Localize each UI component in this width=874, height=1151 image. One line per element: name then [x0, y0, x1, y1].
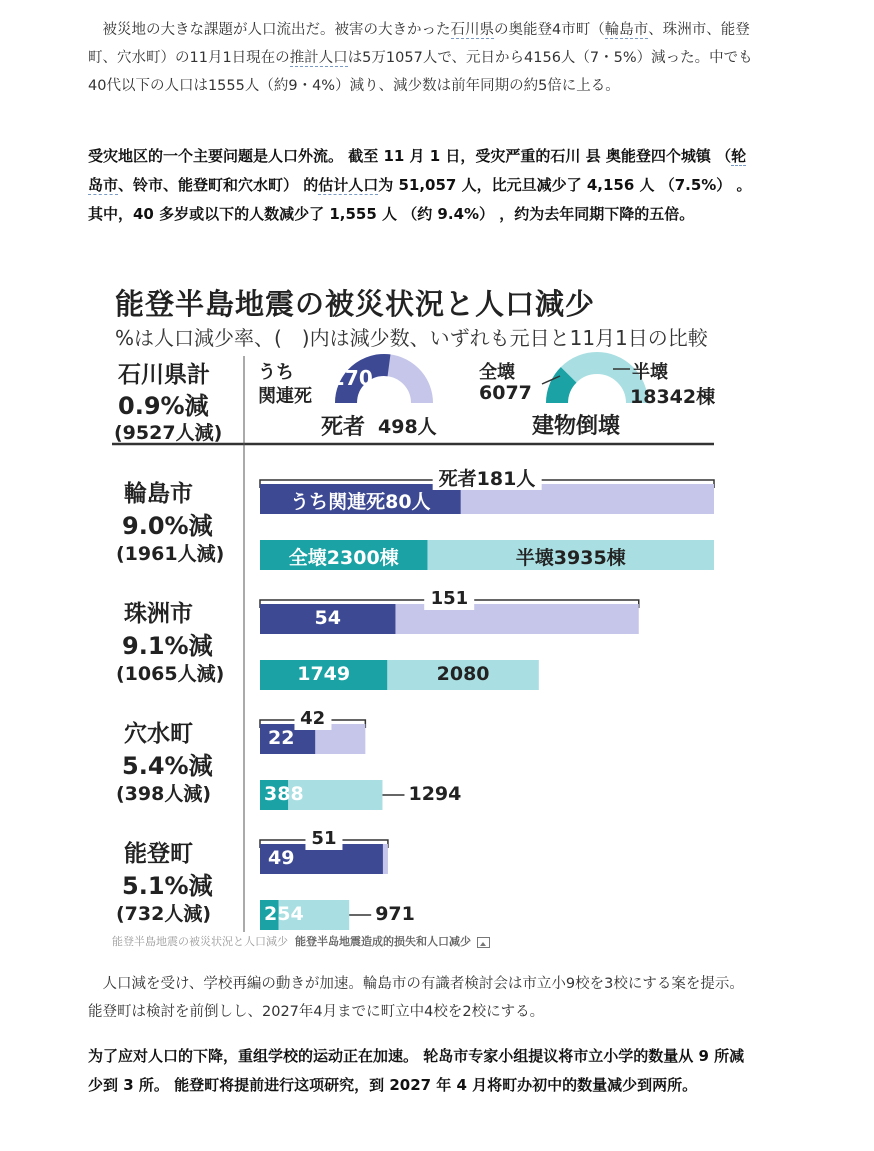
- article-paragraph-jp-2: 人口減を受け、学校再編の動きが加速。輪島市の有識者検討会は市立小9校を3校にする案を提示。能登町は検討を前倒しし、2027年4月までに町立中4校を2校にする。: [88, 976, 744, 1020]
- deaths-related-label: 49: [268, 847, 295, 869]
- half-collapse-label: 971: [375, 903, 415, 925]
- municipality-name: 輪島市: [124, 481, 193, 507]
- infographic[interactable]: [90, 272, 740, 964]
- full-collapse-value: 6077: [479, 382, 532, 404]
- deaths-total-label: 死者181人: [433, 468, 542, 490]
- deaths-related-label: うち関連死80人: [290, 491, 431, 513]
- municipality-name: 能登町: [124, 841, 193, 867]
- link-wajima[interactable]: 輪島市: [604, 22, 649, 38]
- buildings-gauge-value: [557, 375, 569, 403]
- municipality-name: 珠洲市: [124, 601, 193, 627]
- deaths-label: 死者: [321, 415, 366, 440]
- half-collapse-label: 2080: [436, 663, 490, 685]
- half-collapse-value: 18342棟: [630, 386, 716, 408]
- total-rate: 0.9%減: [118, 392, 209, 420]
- article-paragraph-jp-1: 被災地の大きな課題が人口流出だ。被害の大きかった石川県の奥能登4市町（輪島市、珠洲市、能登町、穴水町）の11月1日現在の推計人口は5万1057人で、元日から4156人（7・5%）減った。中でも40代以下の人口は1555人（約9・4%）減り、減少数は前年同期の約5倍に上る。: [88, 22, 753, 94]
- article-paragraph-zh-2: 为了应对人口的下降，重组学校的运动正在加速。 轮岛市专家小组提议将市立小学的数量从 9 所减少到 3 所。 能登町将提前进行这项研究，到 2027 年 4 月将町办初中的数量减少到两所。: [88, 1047, 745, 1094]
- municipality-count: (732人減): [116, 903, 212, 925]
- municipality-name: 穴水町: [124, 721, 193, 747]
- full-collapse-label: 388: [264, 783, 304, 805]
- full-collapse-label: 1749: [297, 663, 351, 685]
- buildings-label: 建物倒壊: [532, 414, 621, 439]
- deaths-related-label-2: 関連死: [258, 386, 312, 407]
- municipality-rate: 5.4%減: [122, 752, 213, 780]
- link-estimated-population-zh[interactable]: 估计人口: [318, 176, 379, 194]
- municipality-rate: 9.0%減: [122, 512, 213, 540]
- article-paragraph-zh-1: 受灾地区的一个主要问题是人口外流。 截至 11 月 1 日，受灾严重的石川 县 奥能登四个城镇 （轮岛市、铃市、能登町和穴水町） 的估计人口为 51,057 人，比元旦减少了 4,156 人 （7.5%） 。 其中，40 多岁或以下的人数减少了 1,555 人 （约 9.4%） ，约为去年同期下降的五倍。: [88, 147, 752, 223]
- infographic-caption: 能登半島地震の被災状況と人口減少 能登半岛地震造成的损失和人口减少: [112, 933, 490, 949]
- municipality-rate: 5.1%減: [122, 872, 213, 900]
- deaths-related-label: 22: [268, 727, 295, 749]
- link-ishikawa[interactable]: 石川県: [450, 22, 494, 38]
- full-collapse-label: 254: [264, 903, 304, 925]
- link-estimated-population[interactable]: 推計人口: [289, 50, 348, 66]
- deaths-total: 498人: [378, 416, 437, 438]
- deaths-total-label: 151: [425, 588, 475, 610]
- full-collapse-label: 全壊: [479, 362, 515, 383]
- full-collapse-label: 全壊2300棟: [288, 547, 399, 569]
- total-name: 石川県計: [118, 362, 210, 388]
- half-collapse-label: 半壊: [632, 362, 668, 383]
- half-collapse-label: 1294: [408, 783, 462, 805]
- infographic-title: 能登半島地震の被災状況と人口減少: [115, 287, 596, 321]
- half-collapse-label: 半壊3935棟: [515, 547, 626, 569]
- link-wajima-zh[interactable]: 轮岛市: [88, 147, 747, 194]
- infographic-subtitle: %は人口減少率、( )内は減少数、いずれも元日と11月1日の比較: [115, 326, 708, 350]
- deaths-related-label: 54: [314, 607, 341, 629]
- total-count: (9527人減): [114, 422, 223, 444]
- deaths-related-label-1: うち: [258, 362, 294, 383]
- municipality-rate: 9.1%減: [122, 632, 213, 660]
- municipality-count: (1961人減): [116, 543, 225, 565]
- municipality-count: (1065人減): [116, 663, 225, 685]
- deaths-related-value: 270: [331, 366, 373, 390]
- municipality-count: (398人減): [116, 783, 212, 805]
- deaths-total-label: 42: [294, 708, 331, 730]
- image-icon[interactable]: [477, 937, 490, 948]
- deaths-total-label: 51: [305, 828, 342, 850]
